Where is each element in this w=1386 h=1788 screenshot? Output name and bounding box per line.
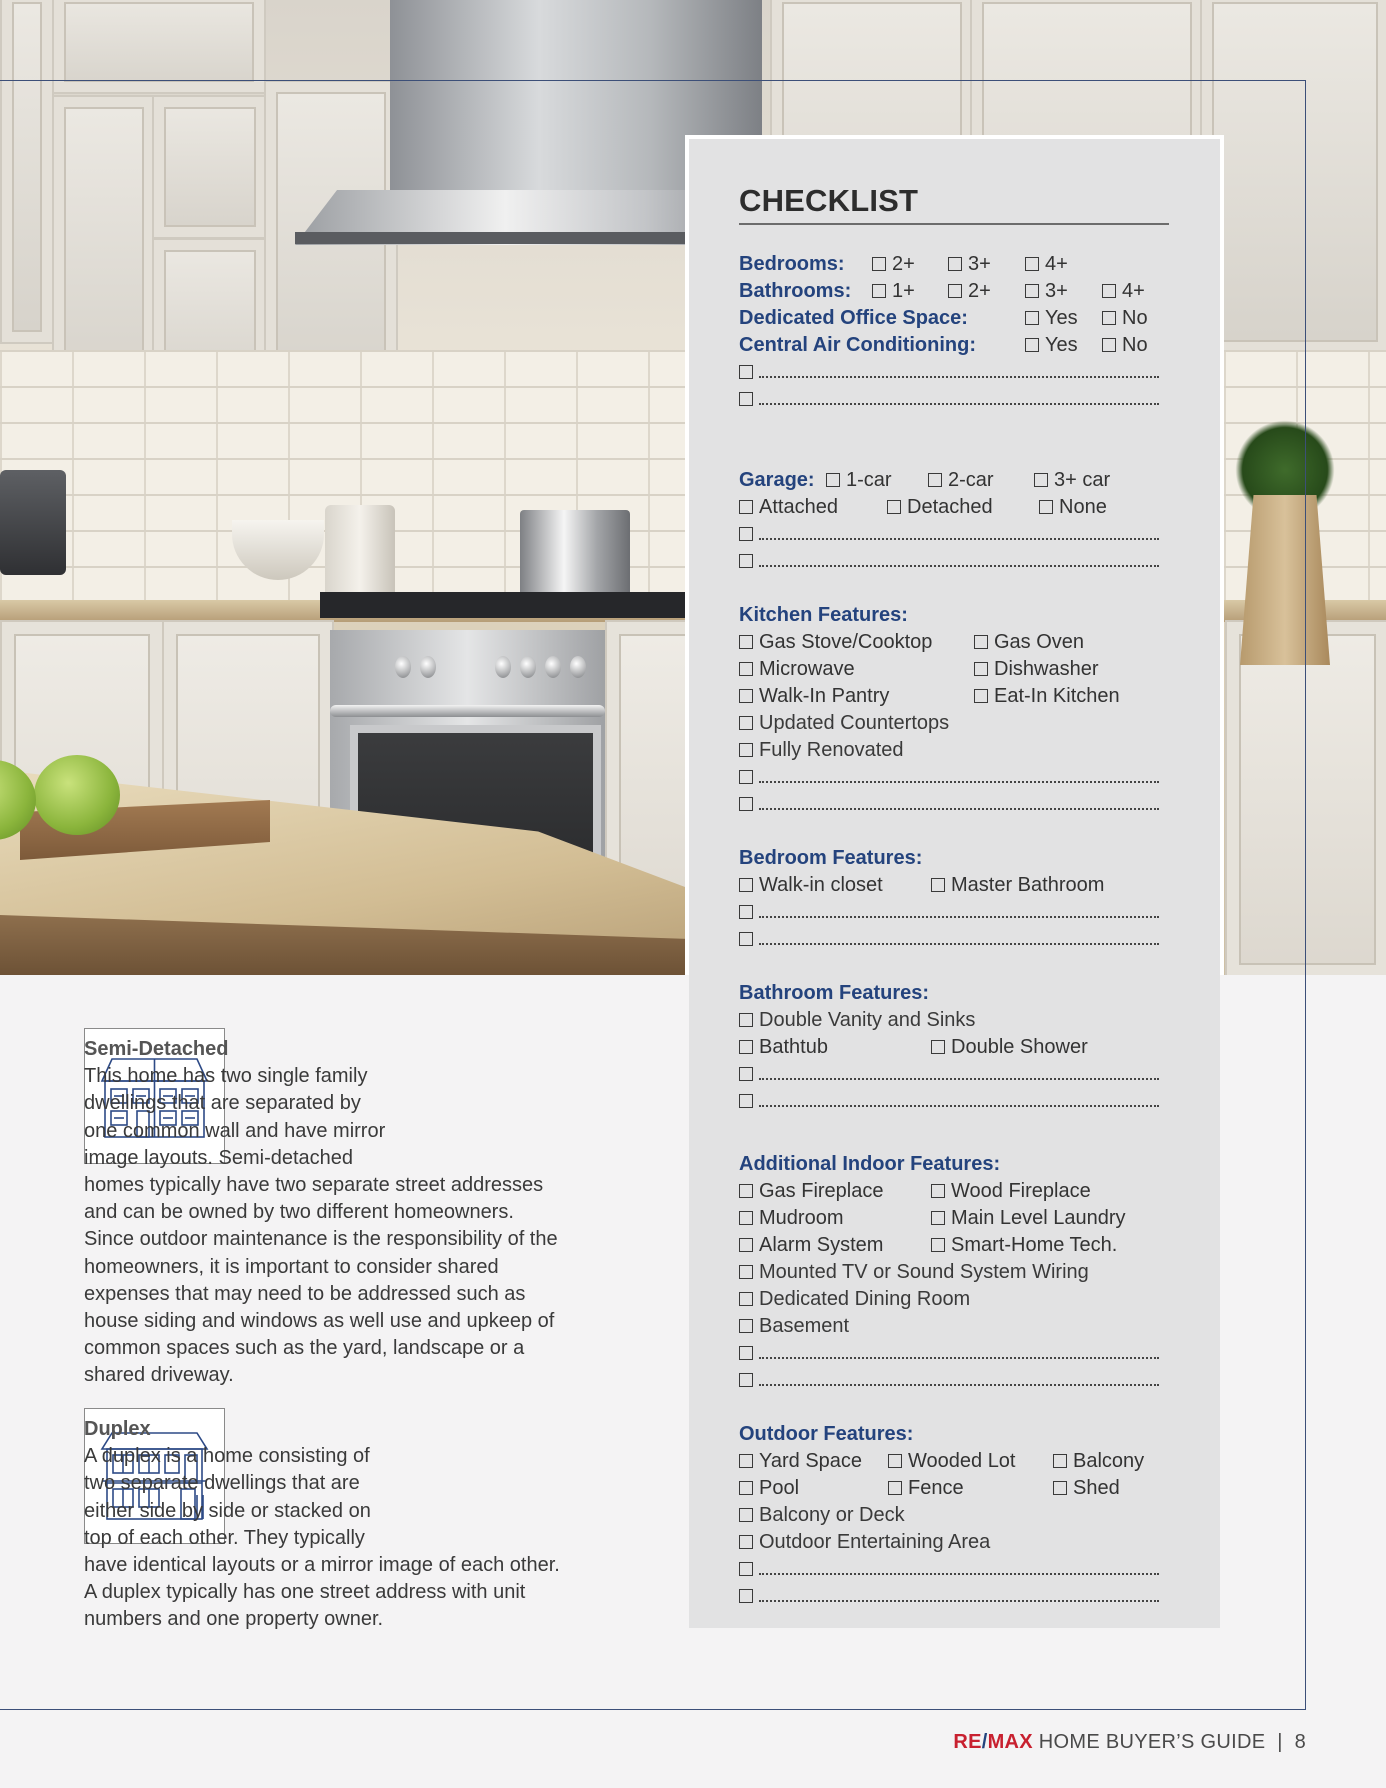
indoor-features-row [739, 1205, 1169, 1232]
blank-entry[interactable] [739, 926, 1169, 953]
fill-in-line[interactable] [759, 528, 1159, 540]
indoor-features-row [739, 1178, 1169, 1205]
blank-entry[interactable] [739, 1583, 1169, 1610]
bedroom-features-heading: Bedroom Features: [739, 847, 923, 869]
fill-in-line[interactable] [759, 906, 1159, 918]
checkbox-icon[interactable] [739, 716, 753, 730]
checkbox-icon[interactable] [931, 1040, 945, 1054]
text-line: image layouts. Semi-detached [84, 1146, 354, 1169]
kitchen-row [739, 683, 1169, 710]
bathroom-feature-option[interactable]: Double Shower [931, 1034, 1088, 1061]
text-line: A duplex is a home consisting of [84, 1445, 370, 1468]
blank-entry[interactable] [739, 1088, 1169, 1115]
checkbox-icon[interactable] [739, 662, 753, 676]
kitchen-option[interactable]: Gas Oven [974, 629, 1084, 656]
footer-separator: | [1277, 1731, 1283, 1753]
blank-entry[interactable] [739, 521, 1169, 548]
outdoor-feature-option[interactable]: Shed [1053, 1475, 1120, 1502]
bedrooms-row [739, 251, 1169, 278]
text-line: numbers and one property owner. [84, 1608, 384, 1631]
indoor-feature-option[interactable]: Mudroom [739, 1205, 843, 1232]
garage-option[interactable]: 3+ car [1034, 467, 1110, 494]
semi-detached-description [84, 1036, 629, 1390]
checkbox-icon[interactable] [974, 635, 988, 649]
text-line: common spaces such as the yard, landscape or a [84, 1337, 525, 1360]
checkbox-icon[interactable] [1025, 311, 1039, 325]
checkbox-icon[interactable] [739, 1481, 753, 1495]
checkbox-icon[interactable] [931, 1184, 945, 1198]
text-line: house siding and windows as well use and upkeep of [84, 1310, 555, 1333]
text-line: A duplex typically has one street address with unit [84, 1581, 526, 1604]
checkbox-icon[interactable] [739, 1184, 753, 1198]
duplex-description [84, 1416, 629, 1634]
bedrooms-option[interactable]: 3+ [948, 251, 991, 278]
frame-line-bottom [0, 1709, 1306, 1710]
outdoor-features-heading: Outdoor Features: [739, 1423, 914, 1445]
checkbox-icon[interactable] [887, 500, 901, 514]
checkbox-icon[interactable] [739, 554, 753, 568]
blank-entry[interactable] [739, 791, 1169, 818]
checkbox-icon[interactable] [1039, 500, 1053, 514]
ac-no-option[interactable]: No [1102, 332, 1148, 359]
bedrooms-label: Bedrooms: [739, 253, 845, 275]
checkbox-icon[interactable] [739, 1040, 753, 1054]
checkbox-icon[interactable] [739, 689, 753, 703]
garage-option[interactable]: 1-car [826, 467, 892, 494]
checkbox-icon[interactable] [872, 284, 886, 298]
blank-entry[interactable] [739, 899, 1169, 926]
checkbox-icon[interactable] [739, 1238, 753, 1252]
fill-in-line[interactable] [759, 1095, 1159, 1107]
title-rule [739, 223, 1169, 225]
indoor-feature-option[interactable]: Smart-Home Tech. [931, 1232, 1117, 1259]
checkbox-icon[interactable] [1102, 284, 1116, 298]
bathrooms-option[interactable]: 4+ [1102, 278, 1145, 305]
text-line: either side by side or stacked on [84, 1499, 371, 1522]
checkbox-icon[interactable] [739, 365, 753, 379]
kitchen-option[interactable]: Walk-In Pantry [739, 683, 889, 710]
blank-entry[interactable] [739, 1556, 1169, 1583]
checkbox-icon[interactable] [739, 1319, 753, 1333]
checkbox-icon[interactable] [739, 932, 753, 946]
indoor-feature-option[interactable]: Gas Fireplace [739, 1178, 884, 1205]
fill-in-line[interactable] [759, 1374, 1159, 1386]
fill-in-line[interactable] [759, 1068, 1159, 1080]
fill-in-line[interactable] [759, 393, 1159, 405]
outdoor-feature-option[interactable]: Balcony or Deck [739, 1502, 1169, 1529]
outdoor-feature-option[interactable]: Outdoor Entertaining Area [739, 1529, 1169, 1556]
blank-entry[interactable] [739, 1340, 1169, 1367]
bathrooms-option[interactable]: 1+ [872, 278, 915, 305]
remax-logo: RE/MAX [953, 1731, 1033, 1753]
checklist-title: CHECKLIST [739, 183, 919, 218]
text-line: expenses that may need to be addressed such as [84, 1282, 526, 1305]
checkbox-icon[interactable] [739, 1265, 753, 1279]
blank-entry[interactable] [739, 386, 1169, 413]
bedrooms-option[interactable]: 4+ [1025, 251, 1068, 278]
outdoor-feature-option[interactable]: Wooded Lot [888, 1448, 1016, 1475]
bedrooms-option[interactable]: 2+ [872, 251, 915, 278]
text-line: have identical layouts or a mirror image of each other. [84, 1554, 560, 1577]
fill-in-line[interactable] [759, 1563, 1159, 1575]
fill-in-line[interactable] [759, 933, 1159, 945]
text-line: shared driveway. [84, 1364, 234, 1387]
checkbox-icon[interactable] [739, 905, 753, 919]
blank-entry[interactable] [739, 1367, 1169, 1394]
checkbox-icon[interactable] [1025, 338, 1039, 352]
checkbox-icon[interactable] [739, 1535, 753, 1549]
text-line: This home has two single family [84, 1065, 368, 1088]
bathrooms-label: Bathrooms: [739, 280, 852, 302]
garage-type-option[interactable]: Attached [739, 494, 838, 521]
office-yes-option[interactable]: Yes [1025, 305, 1078, 332]
checkbox-icon[interactable] [739, 1589, 753, 1603]
garage-type-option[interactable]: Detached [887, 494, 993, 521]
kitchen-option[interactable]: Dishwasher [974, 656, 1098, 683]
text-line: and can be owned by two different homeowners. [84, 1201, 514, 1224]
blank-entry[interactable] [739, 548, 1169, 575]
kitchen-option[interactable]: Fully Renovated [739, 737, 1169, 764]
checkbox-icon[interactable] [974, 689, 988, 703]
checkbox-icon[interactable] [1102, 338, 1116, 352]
checkbox-icon[interactable] [739, 878, 753, 892]
indoor-feature-option[interactable]: Alarm System [739, 1232, 883, 1259]
kitchen-row [739, 629, 1169, 656]
checkbox-icon[interactable] [739, 1562, 753, 1576]
outdoor-feature-option[interactable]: Fence [888, 1475, 964, 1502]
bathrooms-option[interactable]: 3+ [1025, 278, 1068, 305]
checkbox-icon[interactable] [739, 1292, 753, 1306]
text-line: homes typically have two separate street addresses [84, 1174, 544, 1197]
checkbox-icon[interactable] [739, 797, 753, 811]
checkbox-icon[interactable] [1102, 311, 1116, 325]
checkbox-icon[interactable] [1034, 473, 1048, 487]
checkbox-icon[interactable] [1053, 1454, 1067, 1468]
office-no-option[interactable]: No [1102, 305, 1148, 332]
garage-option[interactable]: 2-car [928, 467, 994, 494]
office-row [739, 305, 1169, 332]
blank-entry[interactable] [739, 764, 1169, 791]
checkbox-icon[interactable] [739, 1013, 753, 1027]
frame-line-right [1305, 80, 1306, 1710]
checkbox-icon[interactable] [826, 473, 840, 487]
bathroom-features-heading: Bathroom Features: [739, 982, 930, 1004]
garage-type-option[interactable]: None [1039, 494, 1107, 521]
checkbox-icon[interactable] [974, 662, 988, 676]
checkbox-icon[interactable] [888, 1454, 902, 1468]
checkbox-icon[interactable] [1025, 257, 1039, 271]
indoor-feature-option[interactable]: Basement [739, 1313, 1169, 1340]
text-line: top of each other. They typically [84, 1526, 365, 1549]
checkbox-icon[interactable] [872, 257, 886, 271]
kitchen-option[interactable]: Eat-In Kitchen [974, 683, 1120, 710]
fill-in-line[interactable] [759, 1590, 1159, 1602]
garage-row [739, 467, 1169, 494]
text-line: dwellings that are separated by [84, 1092, 361, 1115]
garage-label: Garage: [739, 469, 815, 491]
kitchen-row [739, 656, 1169, 683]
checkbox-icon[interactable] [739, 743, 753, 757]
indoor-feature-option[interactable]: Main Level Laundry [931, 1205, 1126, 1232]
checkbox-icon[interactable] [948, 257, 962, 271]
checkbox-icon[interactable] [931, 1238, 945, 1252]
checkbox-icon[interactable] [739, 1094, 753, 1108]
checkbox-icon[interactable] [888, 1481, 902, 1495]
fill-in-line[interactable] [759, 1347, 1159, 1359]
kitchen-option[interactable]: Updated Countertops [739, 710, 1169, 737]
guide-title: HOME BUYER’S GUIDE [1038, 1731, 1266, 1753]
indoor-feature-option[interactable]: Wood Fireplace [931, 1178, 1091, 1205]
checkbox-icon[interactable] [739, 500, 753, 514]
checkbox-icon[interactable] [739, 527, 753, 541]
indoor-features-row [739, 1232, 1169, 1259]
bathroom-feature-option[interactable]: Bathtub [739, 1034, 828, 1061]
duplex-title: Duplex [84, 1418, 151, 1440]
checkbox-icon[interactable] [928, 473, 942, 487]
checkbox-icon[interactable] [739, 770, 753, 784]
garage-type-row [739, 494, 1169, 521]
ac-label: Central Air Conditioning: [739, 334, 977, 356]
checkbox-icon[interactable] [931, 1211, 945, 1225]
text-line: one common wall and have mirror [84, 1119, 386, 1142]
page-number: 8 [1294, 1731, 1306, 1753]
indoor-features-heading: Additional Indoor Features: [739, 1153, 1001, 1175]
bathrooms-row [739, 278, 1169, 305]
frame-line-top [0, 80, 1306, 81]
bathrooms-option[interactable]: 2+ [948, 278, 991, 305]
checkbox-icon[interactable] [739, 1454, 753, 1468]
kitchen-option[interactable]: Microwave [739, 656, 855, 683]
bedroom-feature-option[interactable]: Master Bathroom [931, 872, 1104, 899]
checkbox-icon[interactable] [1053, 1481, 1067, 1495]
bathroom-features-row [739, 1034, 1169, 1061]
fill-in-line[interactable] [759, 798, 1159, 810]
indoor-feature-option[interactable]: Dedicated Dining Room [739, 1286, 1169, 1313]
outdoor-feature-option[interactable]: Balcony [1053, 1448, 1144, 1475]
checkbox-icon[interactable] [948, 284, 962, 298]
blank-entry[interactable] [739, 359, 1169, 386]
checkbox-icon[interactable] [739, 392, 753, 406]
outdoor-feature-option[interactable]: Pool [739, 1475, 799, 1502]
bedroom-feature-option[interactable]: Walk-in closet [739, 872, 883, 899]
semi-detached-title: Semi-Detached [84, 1038, 229, 1060]
ac-row [739, 332, 1169, 359]
bedroom-features-row [739, 872, 1169, 899]
checkbox-icon[interactable] [739, 635, 753, 649]
fill-in-line[interactable] [759, 555, 1159, 567]
text-line: homeowners, it is important to consider shared [84, 1255, 499, 1278]
blank-entry[interactable] [739, 1061, 1169, 1088]
outdoor-features-row [739, 1448, 1169, 1475]
text-line: Since outdoor maintenance is the responsibility of the [84, 1228, 558, 1251]
text-line: two separate dwellings that are [84, 1472, 360, 1495]
checkbox-icon[interactable] [739, 1067, 753, 1081]
fill-in-line[interactable] [759, 366, 1159, 378]
office-label: Dedicated Office Space: [739, 307, 968, 329]
ac-yes-option[interactable]: Yes [1025, 332, 1078, 359]
checklist-panel [689, 139, 1220, 1628]
checkbox-icon[interactable] [931, 878, 945, 892]
kitchen-option[interactable]: Gas Stove/Cooktop [739, 629, 932, 656]
checkbox-icon[interactable] [739, 1346, 753, 1360]
outdoor-features-row [739, 1475, 1169, 1502]
fill-in-line[interactable] [759, 771, 1159, 783]
page-footer [953, 1731, 1306, 1754]
checkbox-icon[interactable] [1025, 284, 1039, 298]
kitchen-heading: Kitchen Features: [739, 604, 908, 626]
bathroom-feature-option[interactable]: Double Vanity and Sinks [739, 1007, 1169, 1034]
checkbox-icon[interactable] [739, 1211, 753, 1225]
outdoor-feature-option[interactable]: Yard Space [739, 1448, 862, 1475]
checkbox-icon[interactable] [739, 1508, 753, 1522]
checkbox-icon[interactable] [739, 1373, 753, 1387]
indoor-feature-option[interactable]: Mounted TV or Sound System Wiring [739, 1259, 1169, 1286]
